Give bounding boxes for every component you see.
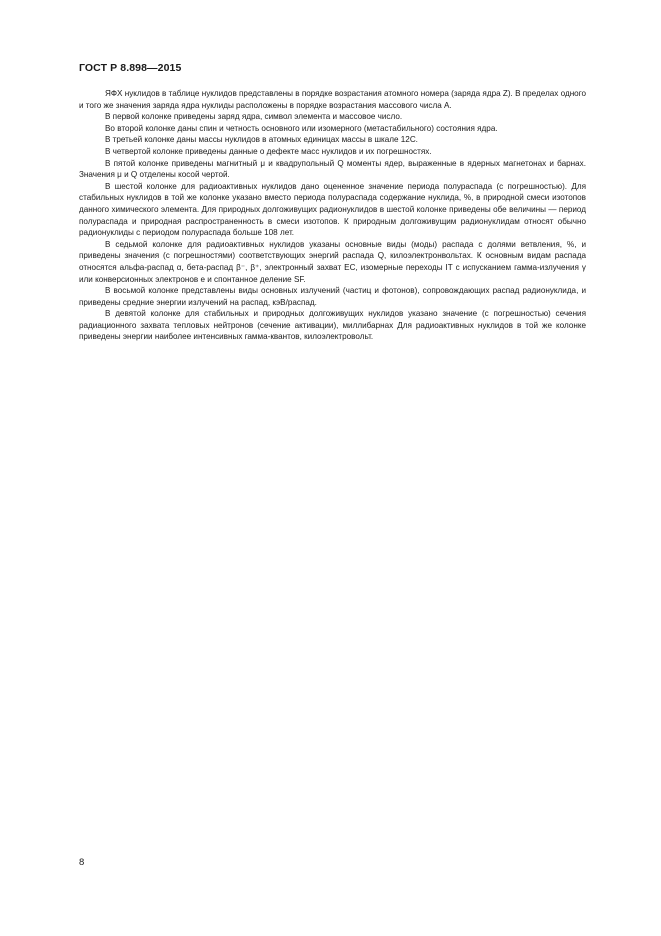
paragraph-column-1: В первой колонке приведены заряд ядра, символ элемента и массовое число. (105, 112, 403, 122)
paragraph-intro: ЯФХ нуклидов в таблице нуклидов представлены в порядке возрастания атомного номера (заряда ядра Z). В пределах одного и того же значения заряда ядра нуклиды расположены в порядке возрастания массового числа A. (79, 89, 586, 110)
paragraph-column-8: В восьмой колонке представлены виды основных излучений (частиц и фотонов), сопровождающих распад радионуклида, и приведены средние энергии излучений на распад, кэВ/распад. (79, 286, 586, 307)
paragraph-column-5: В пятой колонке приведены магнитный μ и квадрупольный Q моменты ядер, выраженные в ядерных магнетонах и барнах. Значения μ и Q отделены косой чертой. (79, 158, 586, 180)
paragraph-column-6: В шестой колонке для радиоактивных нуклидов дано оцененное значение периода полураспада (с погрешностью). Для стабильных нуклидов в той же колонке указано вместо периода полураспада содержание нуклида, %, в природной смеси изотопов данного химического элемента. Для природных долгоживущих радионуклидов в шестой колонке приведены обе величины — период полураспада и природная распространенность в смеси изотопов. К природным долгоживущим радионуклидам относят обычно радионуклиды с периодом полураспада больше 108 лет. (79, 181, 586, 238)
body-text (79, 88, 586, 343)
paragraph-column-2: Во второй колонке даны спин и четность основного или изомерного (метастабильного) состояния ядра. (105, 123, 498, 133)
paragraph-column-4: В четвертой колонке приведены данные о дефекте масс нуклидов и их погрешностях. (105, 146, 432, 156)
document-standard-header: ГОСТ Р 8.898—2015 (79, 62, 182, 74)
paragraph-column-9: В девятой колонке для стабильных и природных долгоживущих нуклидов указано значение (с погрешностью) сечения радиационного захвата тепловых нейтронов (сечение активации), миллибарнах Для радиоактивных нуклидов в той же колонке приведены энергии наиболее интенсивных гамма-квантов, килоэлектровольт. (79, 309, 586, 342)
paragraph-column-3: В третьей колонке даны массы нуклидов в атомных единицах массы в шкале 12С. (105, 135, 418, 145)
paragraph-column-7: В седьмой колонке для радиоактивных нуклидов указаны основные виды (моды) распада с долями ветвления, %, и приведены значения (с погрешностями) соответствующих энергий распада Q, килоэлектронвольтах. К основным видам распада относятся альфа-распад α, бета-распад β⁻, β⁺, электронный захват ЕС, изомерные переходы IT с испусканием гамма-излучения γ или конверсионных электронов е и спонтанное деление SF. (79, 239, 586, 284)
page-number: 8 (79, 857, 85, 868)
